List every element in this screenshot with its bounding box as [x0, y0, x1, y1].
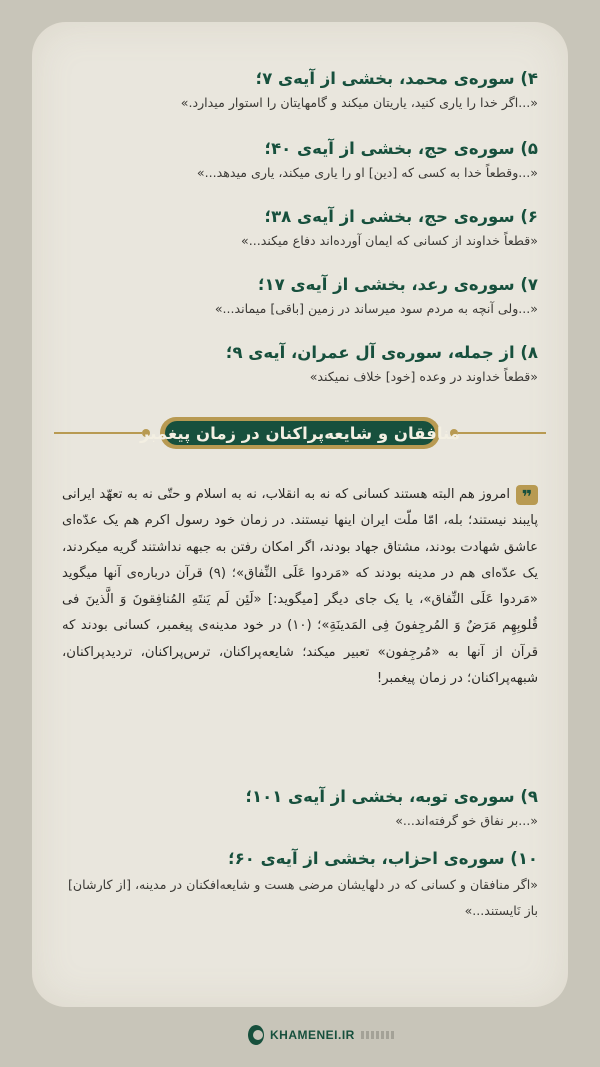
reference-title: ۴) سوره‌ی محمد، بخشی از آیه‌ی ۷؛ — [255, 69, 538, 88]
section-title: منافقان و شایعه‌پراکنان در زمان پیغمبر — [139, 423, 460, 443]
banner-line-left — [54, 432, 142, 434]
reference-item-10 — [62, 848, 538, 924]
reference-item-9 — [62, 786, 538, 832]
reference-quote: «...وقطعاً خدا به کسی که [دین] او را یاری میکند، یاری میدهد...» — [196, 165, 538, 180]
reference-title: ۵) سوره‌ی حج، بخشی از آیه‌ی ۴۰؛ — [264, 139, 538, 158]
reference-title: ۱۰) سوره‌ی احزاب، بخشی از آیه‌ی ۶۰؛ — [228, 849, 538, 868]
reference-title: ۸) از جمله، سوره‌ی آل عمران، آیه‌ی ۹؛ — [225, 343, 538, 362]
section-banner — [54, 414, 546, 452]
quote-icon: ❞ — [516, 485, 538, 505]
content-card — [32, 22, 568, 1007]
reference-item-5 — [62, 138, 538, 184]
reference-title: ۷) سوره‌ی رعد، بخشی از آیه‌ی ۱۷؛ — [257, 275, 538, 294]
footer-brand — [248, 1022, 396, 1048]
khamenei-logo-icon — [248, 1025, 264, 1045]
reference-quote: «...ولی آنچه به مردم سود میرساند در زمین [باقی] میماند...» — [214, 301, 538, 316]
reference-quote: «...اگر خدا را یاری کنید، یاریتان میکند و گامهایتان را استوار میدارد.» — [180, 95, 538, 110]
reference-title: ۶) سوره‌ی حج، بخشی از آیه‌ی ۳۸؛ — [264, 207, 538, 226]
reference-item-4 — [62, 68, 538, 114]
reference-quote: «...بر نفاق خو گرفته‌اند...» — [395, 813, 538, 828]
quote-paragraph — [62, 482, 538, 692]
banner-pill — [139, 417, 460, 449]
site-name: KHAMENEI.IR — [269, 1028, 355, 1042]
paragraph-text: امروز هم البته هستند کسانی که نه به انقلاب، نه به اسلام و حتّی نه به تعهّد ایرانی پایبند نیستند؛ بله، امّا ملّت ایران اینها نیستند. در زمان خود رسول اکرم هم یک عدّه‌ای عاشق شهادت بودند، مشتاق جهاد بودند، اگر امکان رفتن به جبهه نداشتند گریه میکردند، یک عدّه‌ای هم در مدینه بودند که «مَردوا عَلَی النِّفاق»؛ (۹) قرآن درباره‌ی آنها میگوید «مَردوا عَلَی النِّفاق»، یا یک جای دیگر [میگوید:] «لَئِن لَم یَنتَهِ المُنافِقونَ وَ الَّذینَ فی قُلوبِهِم مَرَضٌ وَ المُرجِفونَ فِی المَدینَةِ»؛ (۱۰) در خود مدینه‌ی پیغمبر، کسانی بودند که قرآن از آنها به «مُرجِفون» تعبیر میکند؛ شایعه‌پراکنان، ترس‌پراکنان، تردیدپراکنان، شبهه‌پراکنان؛ در زمان پیغمبر! — [62, 487, 538, 687]
reference-quote: «قطعاً خداوند از کسانی که ایمان آورده‌اند دفاع میکند...» — [241, 233, 538, 248]
reference-item-6 — [62, 206, 538, 252]
banner-line-right — [458, 432, 546, 434]
reference-title: ۹) سوره‌ی توبه، بخشی از آیه‌ی ۱۰۱؛ — [245, 787, 538, 806]
site-tagline-decoration — [361, 1031, 396, 1039]
reference-quote: «اگر منافقان و کسانی که در دلهایشان مرضی هست و شایعه‌افکنان در مدینه، [از کارشان] باز نَایستند...» — [68, 877, 538, 918]
reference-item-8 — [62, 342, 538, 388]
reference-quote: «قطعاً خداوند در وعده [خود] خلاف نمیکند» — [309, 369, 538, 384]
reference-item-7 — [62, 274, 538, 320]
